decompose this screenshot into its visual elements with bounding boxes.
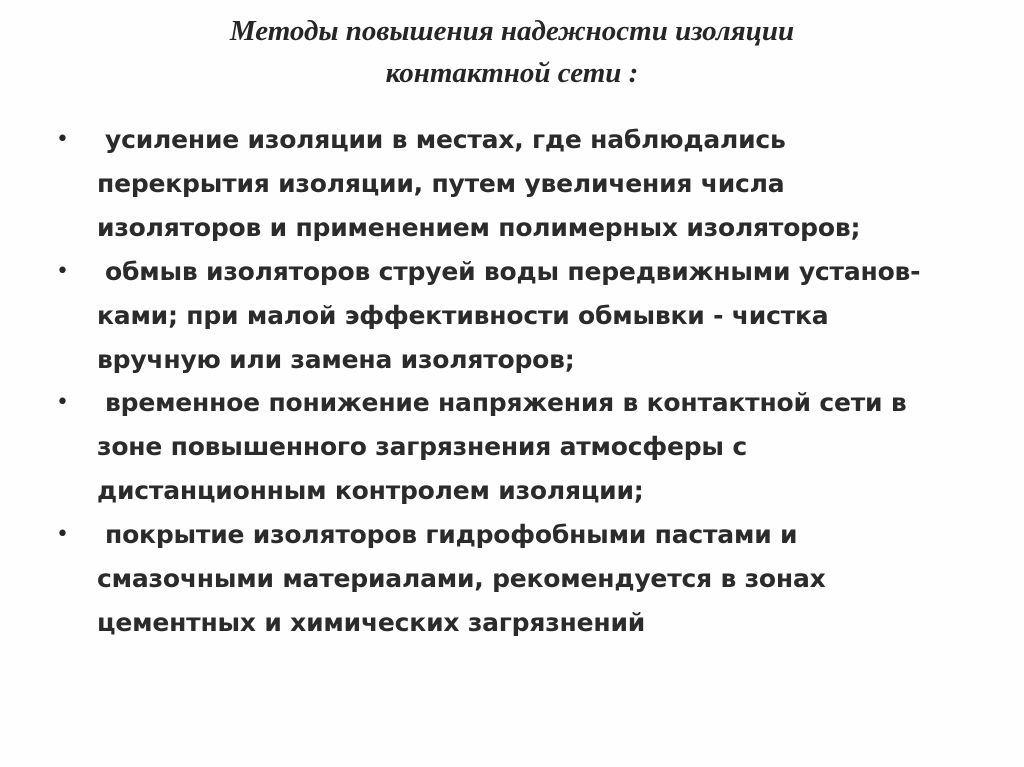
bullet-4-line-1: покрытие изоляторов гидрофобными пастами и xyxy=(105,520,798,549)
bullet-3-line-2: зоне повышенного загрязнения атмосферы с xyxy=(97,432,747,461)
slide-title-line-2: контактной сети : xyxy=(385,57,639,89)
bullet-marker-icon: • xyxy=(56,522,69,547)
bullet-1-line-2: перекрытия изоляции, путем увеличения числа xyxy=(97,169,785,198)
bullet-text-2 xyxy=(97,250,977,382)
bullet-text-4 xyxy=(97,513,977,645)
bullet-marker-icon: • xyxy=(56,127,69,152)
bullet-2-line-2: ками; при малой эффективности обмывки - чистка xyxy=(97,301,829,330)
bullet-1-line-3: изоляторов и применением полимерных изоляторов; xyxy=(97,213,861,242)
bullet-marker-icon: • xyxy=(56,390,69,415)
bullet-3-line-3: дистанционным контролем изоляции; xyxy=(97,476,644,505)
bullet-2-line-3: вручную или замена изоляторов; xyxy=(97,345,575,374)
bullet-marker-icon: • xyxy=(56,259,69,284)
bullet-1-line-1: усиление изоляции в местах, где наблюдались xyxy=(105,125,786,154)
bullet-4-line-2: смазочными материалами, рекомендуется в зонах xyxy=(97,564,826,593)
bullet-3-line-1: временное понижение напряжения в контактной сети в xyxy=(105,388,907,417)
slide-title-line-1: Методы повышения надежности изоляции xyxy=(229,15,795,47)
bullet-2-line-1: обмыв изоляторов струей воды передвижными установ- xyxy=(105,257,921,286)
bullet-text-1 xyxy=(97,118,977,250)
bullet-4-line-3: цементных и химических загрязнений xyxy=(97,608,646,637)
bullet-text-3 xyxy=(97,381,977,513)
